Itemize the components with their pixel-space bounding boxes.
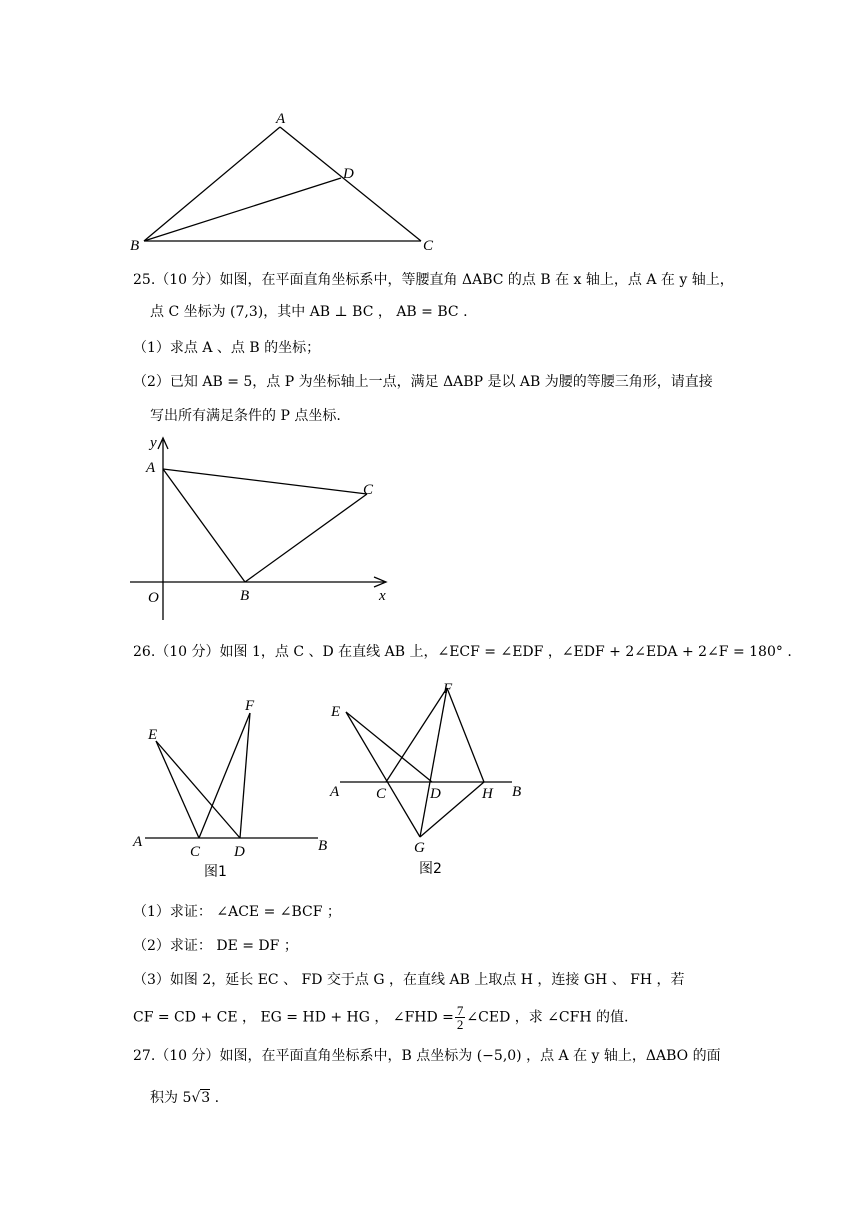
q25-part2-line1: （2）已知 AB = 5，点 P 为坐标轴上一点，满足 ΔABP 是以 AB 为腰的等腰三角形，请直接 xyxy=(133,374,713,390)
q27-line2-b: . xyxy=(210,1090,220,1106)
label-a: A xyxy=(146,460,156,476)
q27-line1: 27.（10 分）如图，在平面直角坐标系中，B 点坐标为 (−5,0) ，点 A 在 y 轴上，ΔABO 的面 xyxy=(133,1048,721,1064)
sqrt-symbol: √ xyxy=(191,1090,201,1106)
fig2-segment-fg xyxy=(420,688,447,837)
q27-line2 xyxy=(150,1088,219,1108)
fig1-label-a: A xyxy=(133,834,143,850)
label-c: C xyxy=(423,238,434,254)
fig2-segment-fh xyxy=(447,688,484,782)
q26-part3-line1: （3）如图 2，延长 EC 、 FD 交于点 G ，在直线 AB 上取点 H ，连接 GH 、 FH ，若 xyxy=(133,972,685,988)
label-o: O xyxy=(148,590,159,606)
label-x: x xyxy=(379,588,386,604)
label-y: y xyxy=(150,435,157,451)
label-c: C xyxy=(363,482,374,498)
fig2-label-e: E xyxy=(331,704,341,720)
label-b: B xyxy=(130,238,140,254)
q26-part2: （2）求证： DE = DF ； xyxy=(133,938,298,954)
fig2-label-a: A xyxy=(330,784,340,800)
fig2-label-b: B xyxy=(512,784,522,800)
q27-line2-a: 积为 5 xyxy=(150,1090,192,1106)
fig2-label-g: G xyxy=(414,840,425,856)
fig1-segment-fd xyxy=(240,713,250,838)
fig1-label-b: B xyxy=(318,838,328,854)
fig2-segment-ed xyxy=(346,712,432,782)
fig1-segment-ed xyxy=(156,741,240,838)
label-a: A xyxy=(276,111,286,127)
fig1-label-e: E xyxy=(148,727,158,743)
fig2-label-h: H xyxy=(482,786,493,802)
fig1-label-f: F xyxy=(245,698,255,714)
fig2-segment-eg xyxy=(346,712,420,837)
fig1-label-d: D xyxy=(234,844,245,860)
fraction-numerator: 7 xyxy=(456,1003,464,1018)
sqrt-value: 3 xyxy=(201,1090,211,1106)
fig1-caption: 图1 xyxy=(204,864,227,880)
q26-part3-line2-b: ∠CED ，求 ∠CFH 的值. xyxy=(466,1009,629,1026)
fraction-seven-halves xyxy=(455,1004,466,1031)
q26-line1: 26.（10 分）如图 1，点 C 、D 在直线 AB 上，∠ECF = ∠EDF ，∠EDF + 2∠EDA + 2∠F = 180° . xyxy=(133,644,792,660)
q25-part2-line2: 写出所有满足条件的 P 点坐标. xyxy=(150,408,341,424)
q25-part1: （1）求点 A 、点 B 的坐标； xyxy=(133,340,321,356)
fraction-denominator: 2 xyxy=(456,1017,464,1032)
label-d: D xyxy=(343,166,354,182)
q26-part3-line2-a: CF = CD + CE ， EG = HD + HG ， ∠FHD = xyxy=(133,1009,454,1026)
fig2-label-f: F xyxy=(443,681,453,697)
label-b: B xyxy=(240,588,250,604)
fig1-segment-ec xyxy=(156,741,199,838)
fig2-caption: 图2 xyxy=(419,861,442,877)
q26-part3-line2 xyxy=(133,1004,628,1031)
q25-line1: 25.（10 分）如图，在平面直角坐标系中，等腰直角 ΔABC 的点 B 在 x 轴上，点 A 在 y 轴上， xyxy=(133,272,734,288)
q26-part1: （1）求证： ∠ACE = ∠BCF ； xyxy=(133,904,341,920)
fig2-label-d: D xyxy=(430,786,441,802)
fig1-label-c: C xyxy=(190,844,201,860)
fig2-label-c: C xyxy=(376,786,387,802)
q25-line2: 点 C 坐标为 (7,3)，其中 AB ⊥ BC ， AB = BC . xyxy=(150,304,468,320)
